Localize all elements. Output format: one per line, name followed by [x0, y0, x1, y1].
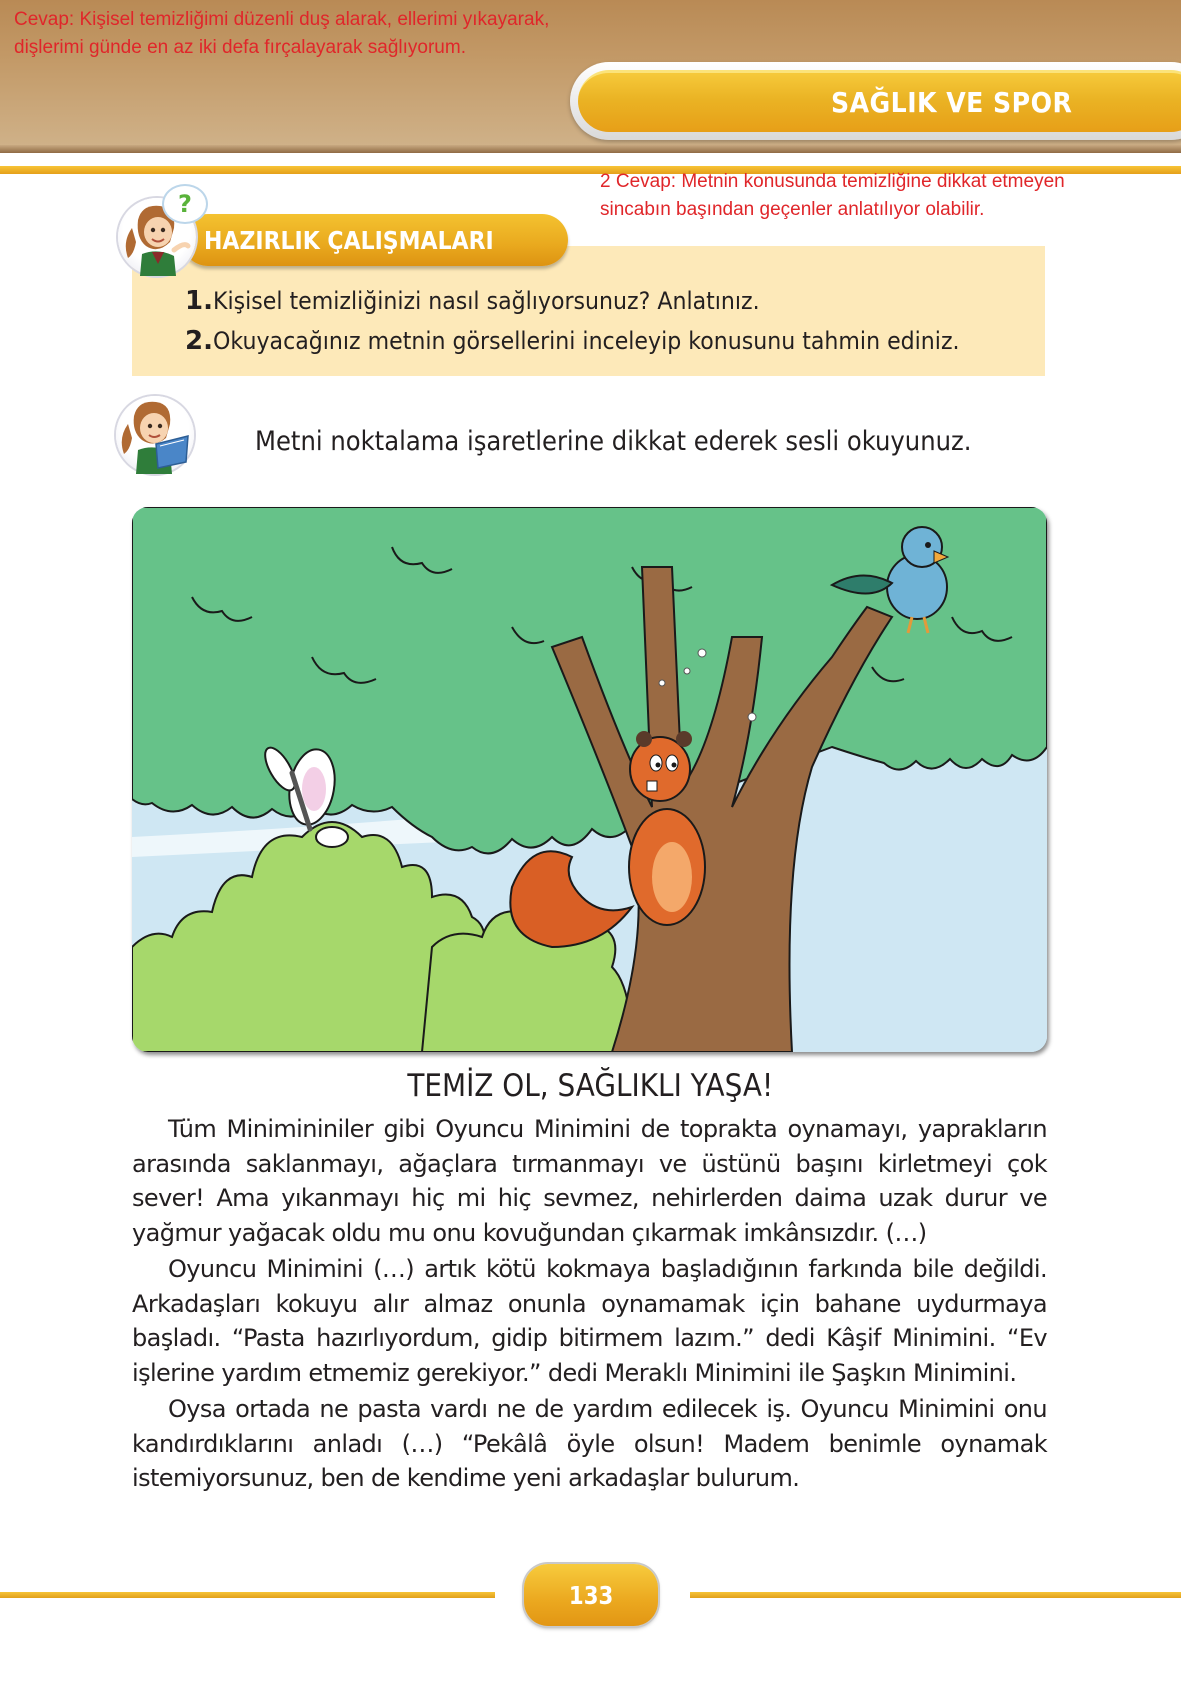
story-illustration	[132, 507, 1047, 1052]
story-paragraph: Oysa ortada ne pasta vardı ne de yardım edilecek iş. Oyuncu Minimini onu kandırdıklarını anladı (…) “Pekâlâ öyle olsun! Madem benimle oynamak istemiyorsunuz, ben de kendime yeni arkadaşlar bulurum.	[132, 1395, 1047, 1492]
story-title	[0, 1068, 1181, 1104]
footer-divider-right	[690, 1592, 1181, 1598]
unit-title: SAĞLIK VE SPOR	[831, 86, 1073, 119]
question-item	[185, 326, 1024, 366]
story-title-text: TEMİZ OL, SAĞLIKLI YAŞA!	[407, 1068, 774, 1104]
question-list	[185, 286, 1024, 366]
question-bubble-icon: ?	[162, 184, 208, 224]
answer-2-text: 2 Cevap: Metnin konusunda temizliğine dikkat etmeyen sincabın başından geçenler anlatılıyor olabilir.	[600, 171, 1065, 220]
page-number: 133	[568, 1580, 614, 1610]
page-number-badge	[524, 1564, 658, 1626]
answer-1-text: Cevap: Kişisel temizliğimi düzenli duş alarak, ellerimi yıkayarak, dişlerimi günde en az iki defa fırçalayarak sağlıyorum.	[14, 9, 550, 58]
preparation-title: HAZIRLIK ÇALIŞMALARI	[204, 225, 494, 255]
footer-divider-left	[0, 1592, 495, 1598]
story-text	[132, 1112, 1047, 1498]
question-text: Kişisel temizliğinizi nasıl sağlıyorsunuz? Anlatınız.	[213, 287, 760, 315]
question-number: 2.	[185, 326, 213, 356]
reading-instruction: Metni noktalama işaretlerine dikkat ederek sesli okuyunuz.	[255, 426, 972, 457]
reading-girl-icon	[116, 396, 194, 474]
unit-title-banner	[570, 62, 1181, 140]
preparation-banner	[182, 214, 568, 266]
story-paragraph: Tüm Minimininiler gibi Oyuncu Minimini de toprakta oynamayı, yaprakların arasında saklanmayı, ağaçlara tırmanmayı ve üstünü başını kirletmeyi çok sever! Ama yıkanmayı hiç mi hiç sevmez, nehirlerden daima uzak durur ve yağmur yağacak oldu mu onu kovuğundan çıkarmak imkânsızdır. (…)	[132, 1115, 1047, 1247]
question-item	[185, 286, 1024, 326]
question-text: Okuyacağınız metnin görsellerini inceleyip konusunu tahmin ediniz.	[213, 327, 960, 355]
tree-scene-image	[132, 507, 1047, 1052]
question-number: 1.	[185, 286, 213, 316]
story-paragraph: Oyuncu Minimini (…) artık kötü kokmaya başladığının farkında bile değildi. Arkadaşları kokuyu alır almaz onunla oynamamak için bahane uydurmaya başladı. “Pasta hazırlıyordum, gidip bitirmem lazım.” dedi Kâşif Minimini. “Ev işlerine yardım etmemiz gerekiyor.” dedi Meraklı Minimini ile Şaşkın Minimini.	[132, 1255, 1047, 1387]
header-band	[0, 0, 1181, 153]
